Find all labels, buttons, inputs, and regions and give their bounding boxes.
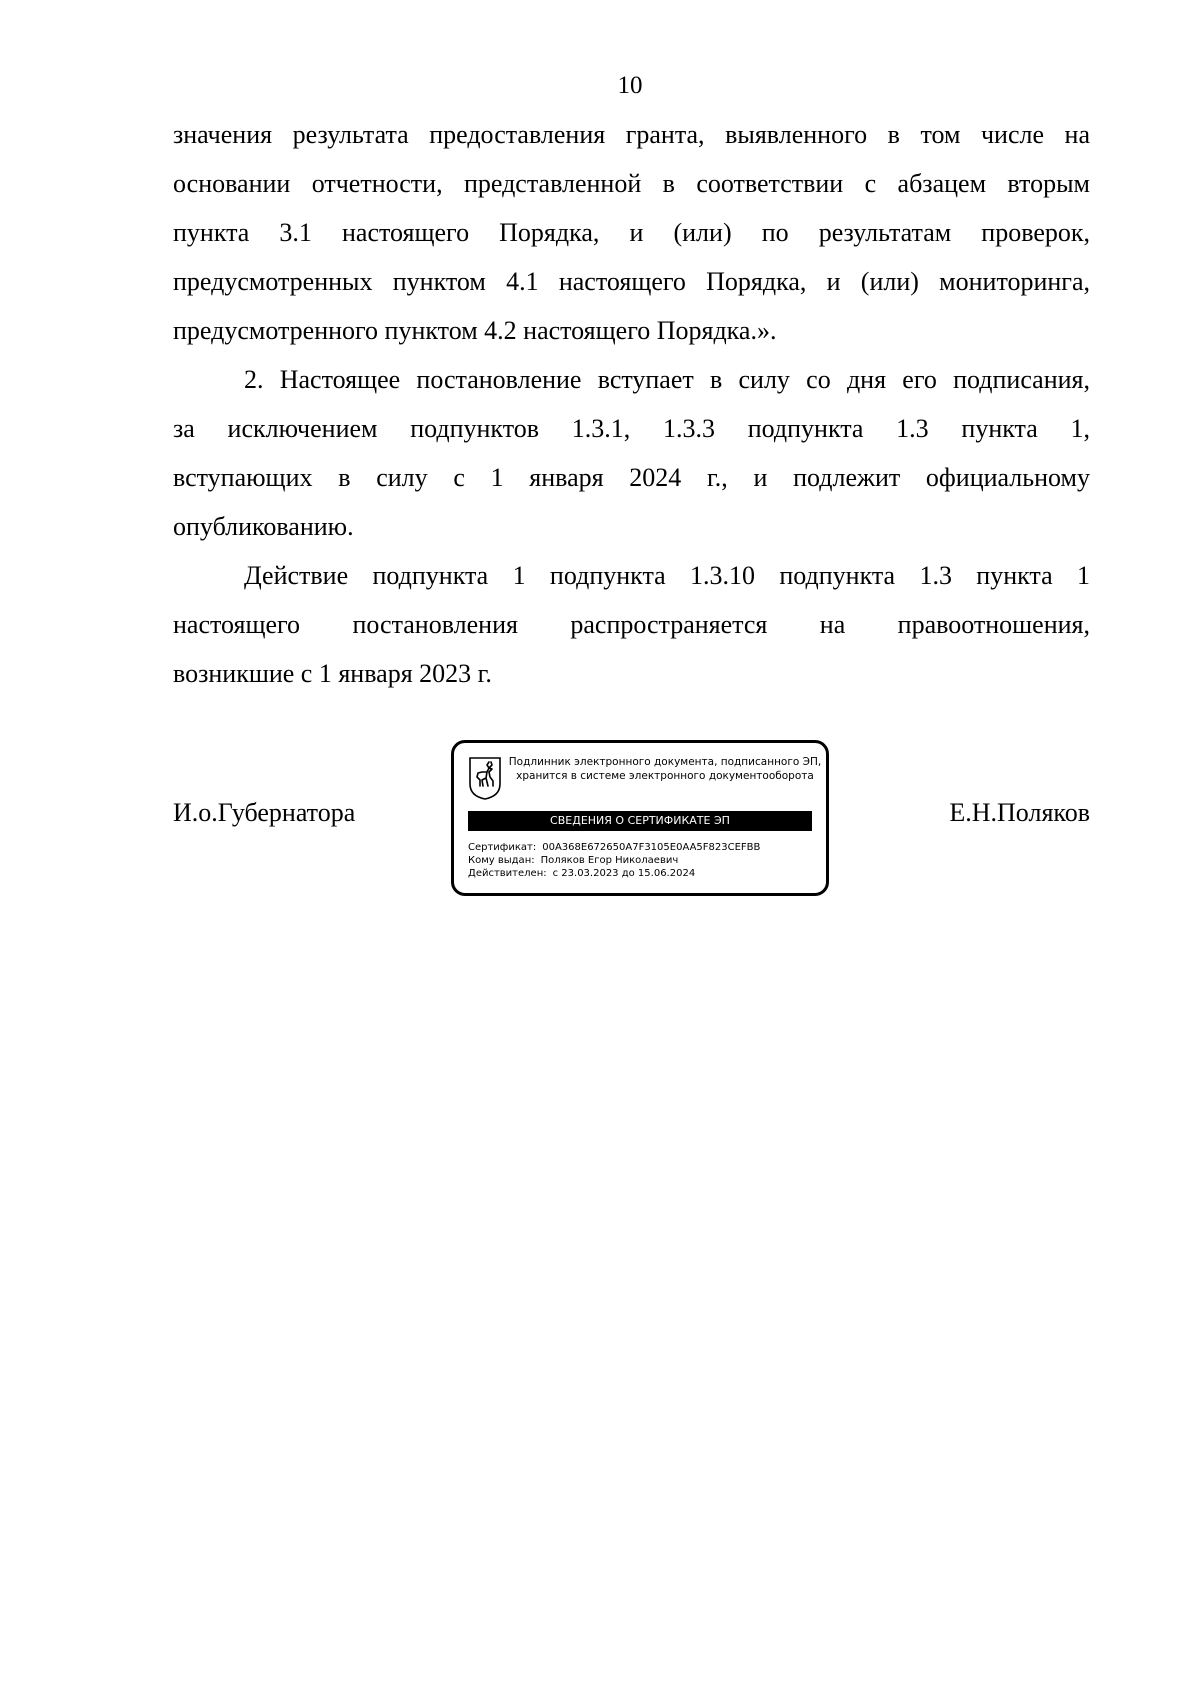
- text-line: основании отчетности, представленной в соответствии с абзацем вторым: [173, 169, 1090, 198]
- text-line: пункта 3.1 настоящего Порядка, и (или) по результатам проверок,: [173, 218, 1090, 247]
- stamp-header: [506, 755, 824, 783]
- text-line: возникшие с 1 января 2023 г.: [173, 659, 492, 688]
- paragraph-1: [173, 110, 1090, 355]
- electronic-signature-stamp: [451, 740, 829, 896]
- text-line: опубликованию.: [173, 512, 354, 541]
- validity-row: [468, 867, 760, 880]
- signature-block: [173, 740, 1090, 910]
- page-number: 10: [617, 72, 643, 99]
- issued-to-value: Поляков Егор Николаевич: [540, 855, 679, 866]
- paragraph-2: [173, 355, 1090, 551]
- issued-to-row: [468, 854, 760, 867]
- coat-of-arms-deer-icon: [468, 756, 502, 800]
- certificate-row: [468, 841, 760, 854]
- validity-label: Действителен:: [468, 868, 547, 879]
- issued-to-label: Кому выдан:: [468, 855, 535, 866]
- signer-name: Е.Н.Поляков: [949, 798, 1090, 827]
- text-line: предусмотренных пунктом 4.1 настоящего Порядка, и (или) мониторинга,: [173, 267, 1090, 296]
- text-line: вступающих в силу с 1 января 2024 г., и подлежит официальному: [173, 463, 1090, 492]
- text-line: 2. Настоящее постановление вступает в силу со дня его подписания,: [244, 365, 1090, 394]
- stamp-header-line: хранится в системе электронного документооборота: [516, 770, 814, 782]
- stamp-header-line: Подлинник электронного документа, подписанного ЭП,: [508, 756, 822, 768]
- validity-value: с 23.03.2023 до 15.06.2024: [552, 868, 696, 879]
- certificate-details: [468, 841, 760, 880]
- certificate-value: 00A368E672650A7F3105E0AA5F823CEFBB: [542, 842, 761, 853]
- text-line: настоящего постановления распространяется на правоотношения,: [173, 610, 1090, 639]
- text-line: за исключением подпунктов 1.3.1, 1.3.3 подпункта 1.3 пункта 1,: [173, 414, 1090, 443]
- document-body: [173, 110, 1090, 698]
- stamp-title-bar: СВЕДЕНИЯ О СЕРТИФИКАТЕ ЭП: [468, 811, 812, 831]
- text-line: значения результата предоставления гранта, выявленного в том числе на: [173, 120, 1090, 149]
- paragraph-3: [173, 551, 1090, 698]
- signer-position: И.о.Губернатора: [173, 798, 356, 827]
- text-line: Действие подпункта 1 подпункта 1.3.10 подпункта 1.3 пункта 1: [244, 561, 1090, 590]
- text-line: предусмотренного пунктом 4.2 настоящего Порядка.».: [173, 316, 777, 345]
- certificate-label: Сертификат:: [468, 842, 537, 853]
